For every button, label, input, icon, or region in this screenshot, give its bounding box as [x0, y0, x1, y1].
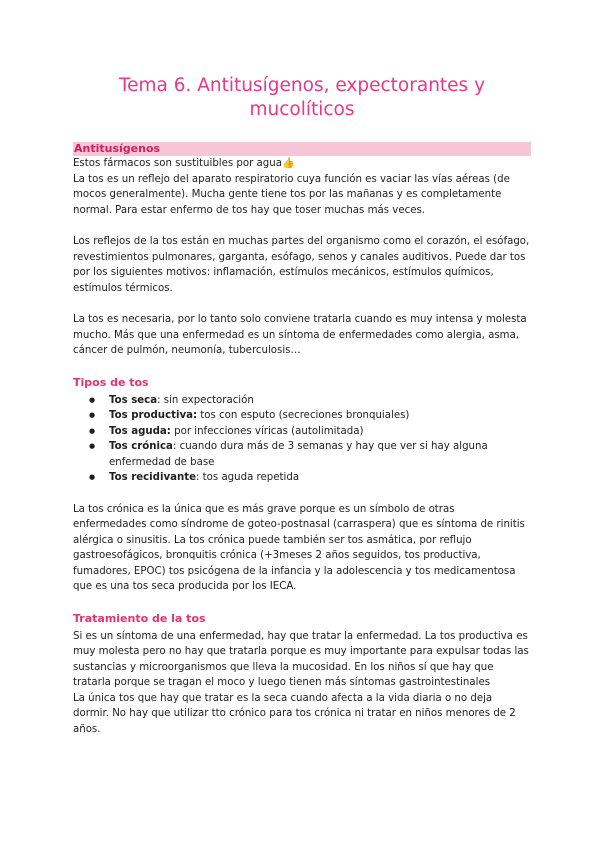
list-item-desc: : sin expectoración — [157, 394, 254, 406]
paragraph: La única tos que hay que tratar es la seca cuando afecta a la vida diaria o no deja dormir. No hay que utilizar tto crónico para tos crónica ni tratar en niños menores de 2 años. — [73, 692, 516, 735]
paragraph: La tos crónica es la única que es más grave porque es un símbolo de otras enfermedades como síndrome de goteo-postnasal (carraspera) que es síntoma de rinitis alérgica o sinusitis. La tos crónica puede también ser tos asmática, por reflujo gastroesofágicos, bronquitis crónica (+3meses 2 años seguidos, tos productiva, fumadores, EPOC) tos psicógena de la infancia y la adolescencia y tos medicamentosa que es una tos seca producida por los IECA. — [73, 503, 525, 592]
list-item-desc: : tos aguda repetida — [196, 472, 300, 483]
list-item-desc: tos con esputo (secreciones bronquiales) — [197, 410, 410, 421]
list-item-term: Tos aguda: — [109, 425, 171, 437]
list-item — [109, 424, 531, 440]
paragraph: Si es un síntoma de una enfermedad, hay que tratar la enfermedad. La tos productiva es muy molesta pero no hay que tratarla porque es muy importante para expulsar todas las sustancias y microorganismos que lleva la mucosidad. En los niños sí que hay que tratarla porque se tragan el moco y luego tienen más síntomas gastrointestinales — [73, 630, 529, 688]
list-item — [109, 393, 531, 409]
paragraph: La tos es necesaria, por lo tanto solo conviene tratarla cuando es muy intensa y molesta mucho. Más que una enfermedad es un síntoma de enfermedades como alergia, asma, cáncer de pulmón, neumonía, tuberculosis… — [73, 314, 527, 356]
list-item-desc: : cuando dura más de 3 semanas y hay que ver si hay alguna enfermedad de base — [109, 441, 488, 468]
paragraph: Los reflejos de la tos están en muchas partes del organismo como el corazón, el esófago, revestimientos pulmonares, garganta, esófago, senos y canales auditivos. Puede dar tos por los siguientes motivos: inflamación, estímulos mecánicos, estímulos químicos, estímulos térmicos. — [73, 236, 530, 294]
section-heading-tipos: Tipos de tos — [73, 375, 149, 389]
list-item — [109, 439, 531, 470]
list-item-term: Tos recidivante — [109, 472, 196, 483]
document-page — [73, 74, 531, 737]
list-item — [109, 408, 531, 424]
list-item-desc: por infecciones víricas (autolimitada) — [170, 425, 364, 437]
list-item-term: Tos productiva: — [109, 410, 198, 421]
document-title: Tema 6. Antitusígenos, expectorantes y mucolíticos — [118, 75, 486, 120]
list-item-term: Tos crónica — [109, 441, 173, 452]
cough-types-list — [73, 393, 531, 486]
list-item-term: Tos seca — [109, 394, 158, 406]
paragraph: La tos es un reflejo del aparato respiratorio cuya función es vaciar las vías aéreas (de mocos generalmente). Mucha gente tiene tos por las mañanas y es completamente normal. Para estar enfermo de tos hay que toser muchas más veces. — [73, 173, 510, 216]
paragraph: Estos fármacos son sustituibles por agua👍 — [73, 158, 295, 169]
section-heading-antitusigenos: Antitusígenos — [73, 142, 531, 156]
section-heading-tratamiento: Tratamiento de la tos — [73, 611, 206, 625]
list-item — [109, 470, 531, 486]
